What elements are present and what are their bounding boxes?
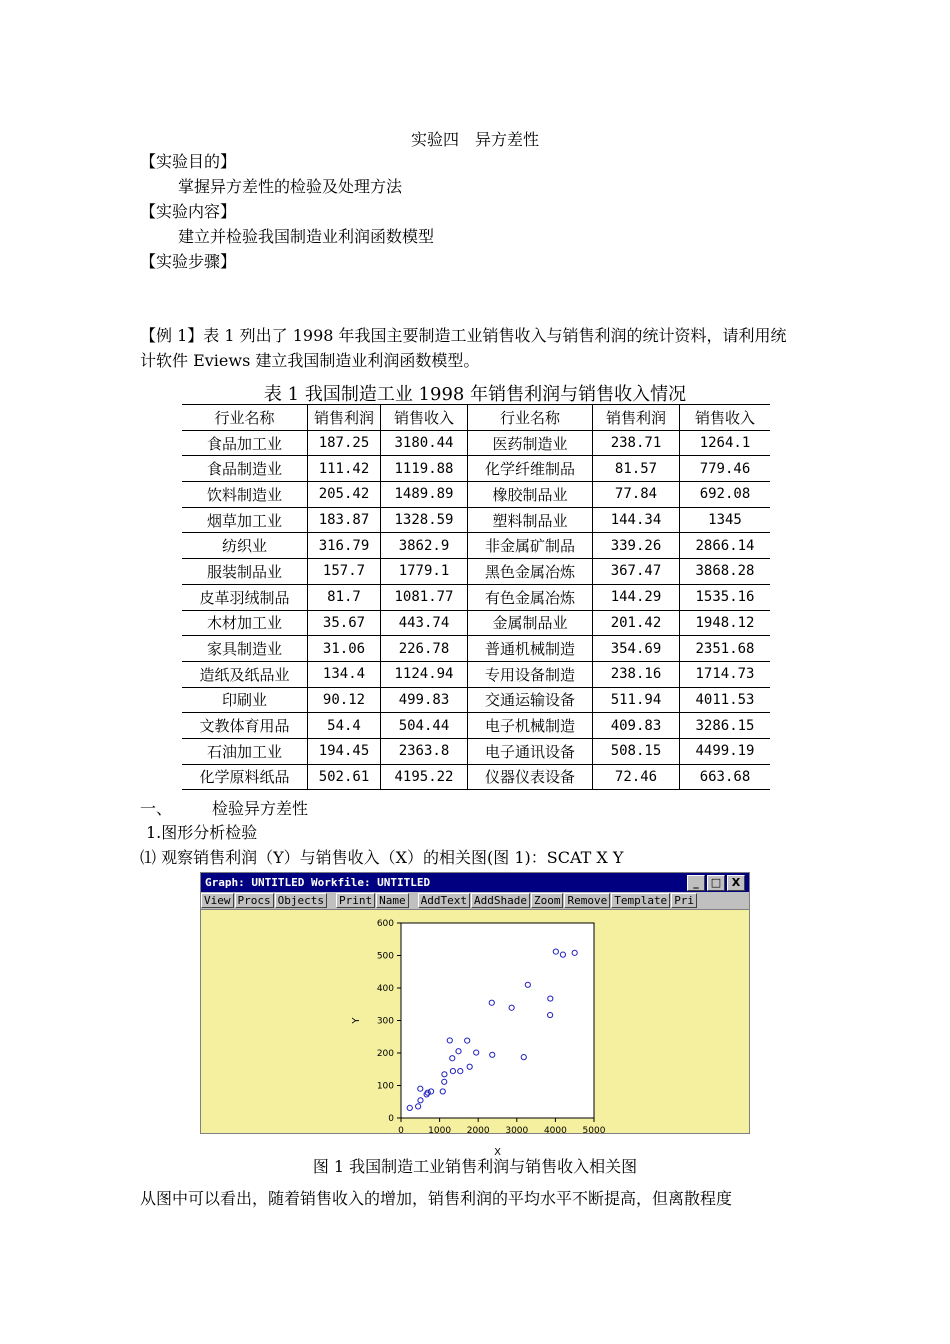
table-cell: 1714.73: [680, 661, 771, 687]
table-cell: 黑色金属冶炼: [468, 559, 593, 585]
table-row: [182, 764, 770, 790]
table-cell: 普通机械制造: [468, 636, 593, 662]
table-row: [182, 430, 770, 456]
table-cell: 663.68: [680, 764, 771, 790]
steps-label: 【实验步骤】: [140, 252, 237, 271]
table-cell: 81.57: [593, 456, 680, 482]
table-cell: 1328.59: [381, 507, 468, 533]
procs-button[interactable]: Procs: [235, 893, 274, 908]
table-cell: 144.29: [593, 584, 680, 610]
table-cell: 157.7: [308, 559, 381, 585]
table-header-cell: 销售收入: [381, 405, 468, 431]
table-header-row: [182, 405, 770, 431]
window-title: Graph: UNTITLED Workfile: UNTITLED: [205, 876, 431, 889]
table-cell: 35.67: [308, 610, 381, 636]
table-cell: 橡胶制品业: [468, 482, 593, 508]
table-cell: 1779.1: [381, 559, 468, 585]
y-tick-label: 0: [388, 1114, 394, 1124]
scatter-chart-area: [201, 911, 749, 1158]
table-cell: 502.61: [308, 764, 381, 790]
table-cell: 交通运输设备: [468, 687, 593, 713]
table-cell: 77.84: [593, 482, 680, 508]
table-cell: 食品制造业: [182, 456, 308, 482]
body-paragraph: 从图中可以看出，随着销售收入的增加，销售利润的平均水平不断提高，但离散程度: [140, 1189, 733, 1208]
addtext-button[interactable]: AddText: [418, 893, 470, 908]
table-cell: 化学纤维制品: [468, 456, 593, 482]
subsection-scatter-instruction: ⑴ 观察销售利润（Y）与销售收入（X）的相关图(图 1)：SCAT X Y: [140, 848, 624, 867]
view-button[interactable]: View: [201, 893, 234, 908]
table-cell: 1345: [680, 507, 771, 533]
table-cell: 4195.22: [381, 764, 468, 790]
table-row: [182, 456, 770, 482]
subsection-graphic-test: 1.图形分析检验: [146, 823, 258, 842]
table-cell: 有色金属冶炼: [468, 584, 593, 610]
x-tick-label: 2000: [466, 1126, 490, 1136]
table-row: [182, 533, 770, 559]
eviews-graph-window: [200, 872, 750, 1158]
print-button[interactable]: Print: [336, 893, 375, 908]
print-button-2[interactable]: Pri: [671, 893, 697, 908]
template-button[interactable]: Template: [611, 893, 670, 908]
table-cell: 187.25: [308, 430, 381, 456]
table-header-cell: 销售利润: [593, 405, 680, 431]
figure-caption: 图 1 我国制造工业销售利润与销售收入相关图: [312, 1157, 638, 1176]
table-cell: 1535.16: [680, 584, 771, 610]
table-cell: 烟草加工业: [182, 507, 308, 533]
table-cell: 443.74: [381, 610, 468, 636]
y-tick-label: 600: [376, 919, 394, 929]
table-cell: 779.46: [680, 456, 771, 482]
section-1-number: 一、: [140, 799, 173, 818]
table-cell: 499.83: [381, 687, 468, 713]
table-cell: 144.34: [593, 507, 680, 533]
table-cell: 201.42: [593, 610, 680, 636]
table-cell: 316.79: [308, 533, 381, 559]
data-table: [182, 404, 770, 790]
table-cell: 238.16: [593, 661, 680, 687]
table-cell: 1264.1: [680, 430, 771, 456]
table-cell: 饮料制造业: [182, 482, 308, 508]
scatter-chart: [201, 911, 749, 1158]
purpose-text: 掌握异方差性的检验及处理方法: [178, 177, 403, 196]
table-cell: 2363.8: [381, 738, 468, 764]
maximize-button[interactable]: □: [707, 875, 725, 891]
table-cell: 食品加工业: [182, 430, 308, 456]
content-text: 建立并检验我国制造业利润函数模型: [178, 227, 435, 246]
y-tick-label: 400: [376, 984, 394, 994]
table-header-cell: 行业名称: [468, 405, 593, 431]
addshade-button[interactable]: AddShade: [471, 893, 530, 908]
table-cell: 4011.53: [680, 687, 771, 713]
table-cell: 印刷业: [182, 687, 308, 713]
table-cell: 3862.9: [381, 533, 468, 559]
table-cell: 31.06: [308, 636, 381, 662]
table-cell: 化学原料纸品: [182, 764, 308, 790]
table-row: [182, 559, 770, 585]
table-cell: 3868.28: [680, 559, 771, 585]
x-tick-label: 3000: [505, 1126, 529, 1136]
table-cell: 皮革羽绒制品: [182, 584, 308, 610]
table-cell: 183.87: [308, 507, 381, 533]
table-row: [182, 661, 770, 687]
table-header-cell: 行业名称: [182, 405, 308, 431]
x-tick-label: 4000: [543, 1126, 567, 1136]
y-tick-label: 300: [376, 1016, 394, 1027]
table-cell: 电子通讯设备: [468, 738, 593, 764]
section-1-title: 检验异方差性: [212, 799, 309, 818]
example-line-2: 计软件 Eviews 建立我国制造业利润函数模型。: [140, 351, 480, 370]
table-cell: 72.46: [593, 764, 680, 790]
table-row: [182, 507, 770, 533]
remove-button[interactable]: Remove: [564, 893, 610, 908]
table-cell: 服装制品业: [182, 559, 308, 585]
table-cell: 纺织业: [182, 533, 308, 559]
table-cell: 367.47: [593, 559, 680, 585]
table-cell: 205.42: [308, 482, 381, 508]
content-label: 【实验内容】: [140, 202, 237, 221]
table-cell: 3286.15: [680, 713, 771, 739]
table-cell: 409.83: [593, 713, 680, 739]
table-cell: 4499.19: [680, 738, 771, 764]
page-title: 实验四 异方差性: [410, 130, 539, 149]
x-axis-label: X: [494, 1147, 501, 1158]
table-cell: 木材加工业: [182, 610, 308, 636]
table-cell: 54.4: [308, 713, 381, 739]
table-cell: 194.45: [308, 738, 381, 764]
table-cell: 电子机械制造: [468, 713, 593, 739]
table-cell: 家具制造业: [182, 636, 308, 662]
table-row: [182, 636, 770, 662]
table-cell: 511.94: [593, 687, 680, 713]
table-cell: 医药制造业: [468, 430, 593, 456]
table-cell: 692.08: [680, 482, 771, 508]
x-tick-label: 1000: [428, 1126, 452, 1136]
table-caption: 表 1 我国制造工业 1998 年销售利润与销售收入情况: [263, 384, 687, 405]
table-cell: 90.12: [308, 687, 381, 713]
table-cell: 石油加工业: [182, 738, 308, 764]
table-cell: 1489.89: [381, 482, 468, 508]
table-row: [182, 687, 770, 713]
y-tick-label: 200: [376, 1049, 394, 1059]
table-row: [182, 738, 770, 764]
x-tick-label: 0: [398, 1126, 404, 1136]
y-tick-label: 500: [376, 951, 394, 962]
table-row: [182, 610, 770, 636]
close-button[interactable]: X: [727, 875, 745, 891]
table-cell: 226.78: [381, 636, 468, 662]
table-cell: 2351.68: [680, 636, 771, 662]
table-cell: 2866.14: [680, 533, 771, 559]
table-cell: 3180.44: [381, 430, 468, 456]
minimize-button[interactable]: _: [687, 875, 705, 891]
table-cell: 1081.77: [381, 584, 468, 610]
table-cell: 仪器仪表设备: [468, 764, 593, 790]
table-cell: 塑料制品业: [468, 507, 593, 533]
y-axis-label: Y: [351, 1017, 362, 1024]
table-cell: 238.71: [593, 430, 680, 456]
table-cell: 134.4: [308, 661, 381, 687]
table-cell: 金属制品业: [468, 610, 593, 636]
objects-button[interactable]: Objects: [275, 893, 327, 908]
table-cell: 文教体育用品: [182, 713, 308, 739]
table-cell: 非金属矿制品: [468, 533, 593, 559]
x-tick-label: 5000: [582, 1126, 606, 1136]
table-cell: 111.42: [308, 456, 381, 482]
table-cell: 354.69: [593, 636, 680, 662]
table-cell: 339.26: [593, 533, 680, 559]
table-row: [182, 482, 770, 508]
table-cell: 508.15: [593, 738, 680, 764]
table-cell: 1948.12: [680, 610, 771, 636]
table-header-cell: 销售利润: [308, 405, 381, 431]
zoom-button[interactable]: Zoom: [531, 893, 564, 908]
table-cell: 81.7: [308, 584, 381, 610]
table-cell: 1124.94: [381, 661, 468, 687]
table-cell: 1119.88: [381, 456, 468, 482]
table-cell: 504.44: [381, 713, 468, 739]
example-line-1: 【例 1】表 1 列出了 1998 年我国主要制造工业销售收入与销售利润的统计资料，请利用统: [140, 326, 787, 345]
table-row: [182, 713, 770, 739]
table-row: [182, 584, 770, 610]
graph-toolbar: [201, 892, 749, 910]
purpose-label: 【实验目的】: [140, 152, 237, 171]
table-cell: 造纸及纸品业: [182, 661, 308, 687]
window-title-bar[interactable]: [201, 873, 749, 892]
table-cell: 专用设备制造: [468, 661, 593, 687]
table-header-cell: 销售收入: [680, 405, 771, 431]
y-tick-label: 100: [376, 1081, 394, 1092]
name-button[interactable]: Name: [376, 893, 409, 908]
